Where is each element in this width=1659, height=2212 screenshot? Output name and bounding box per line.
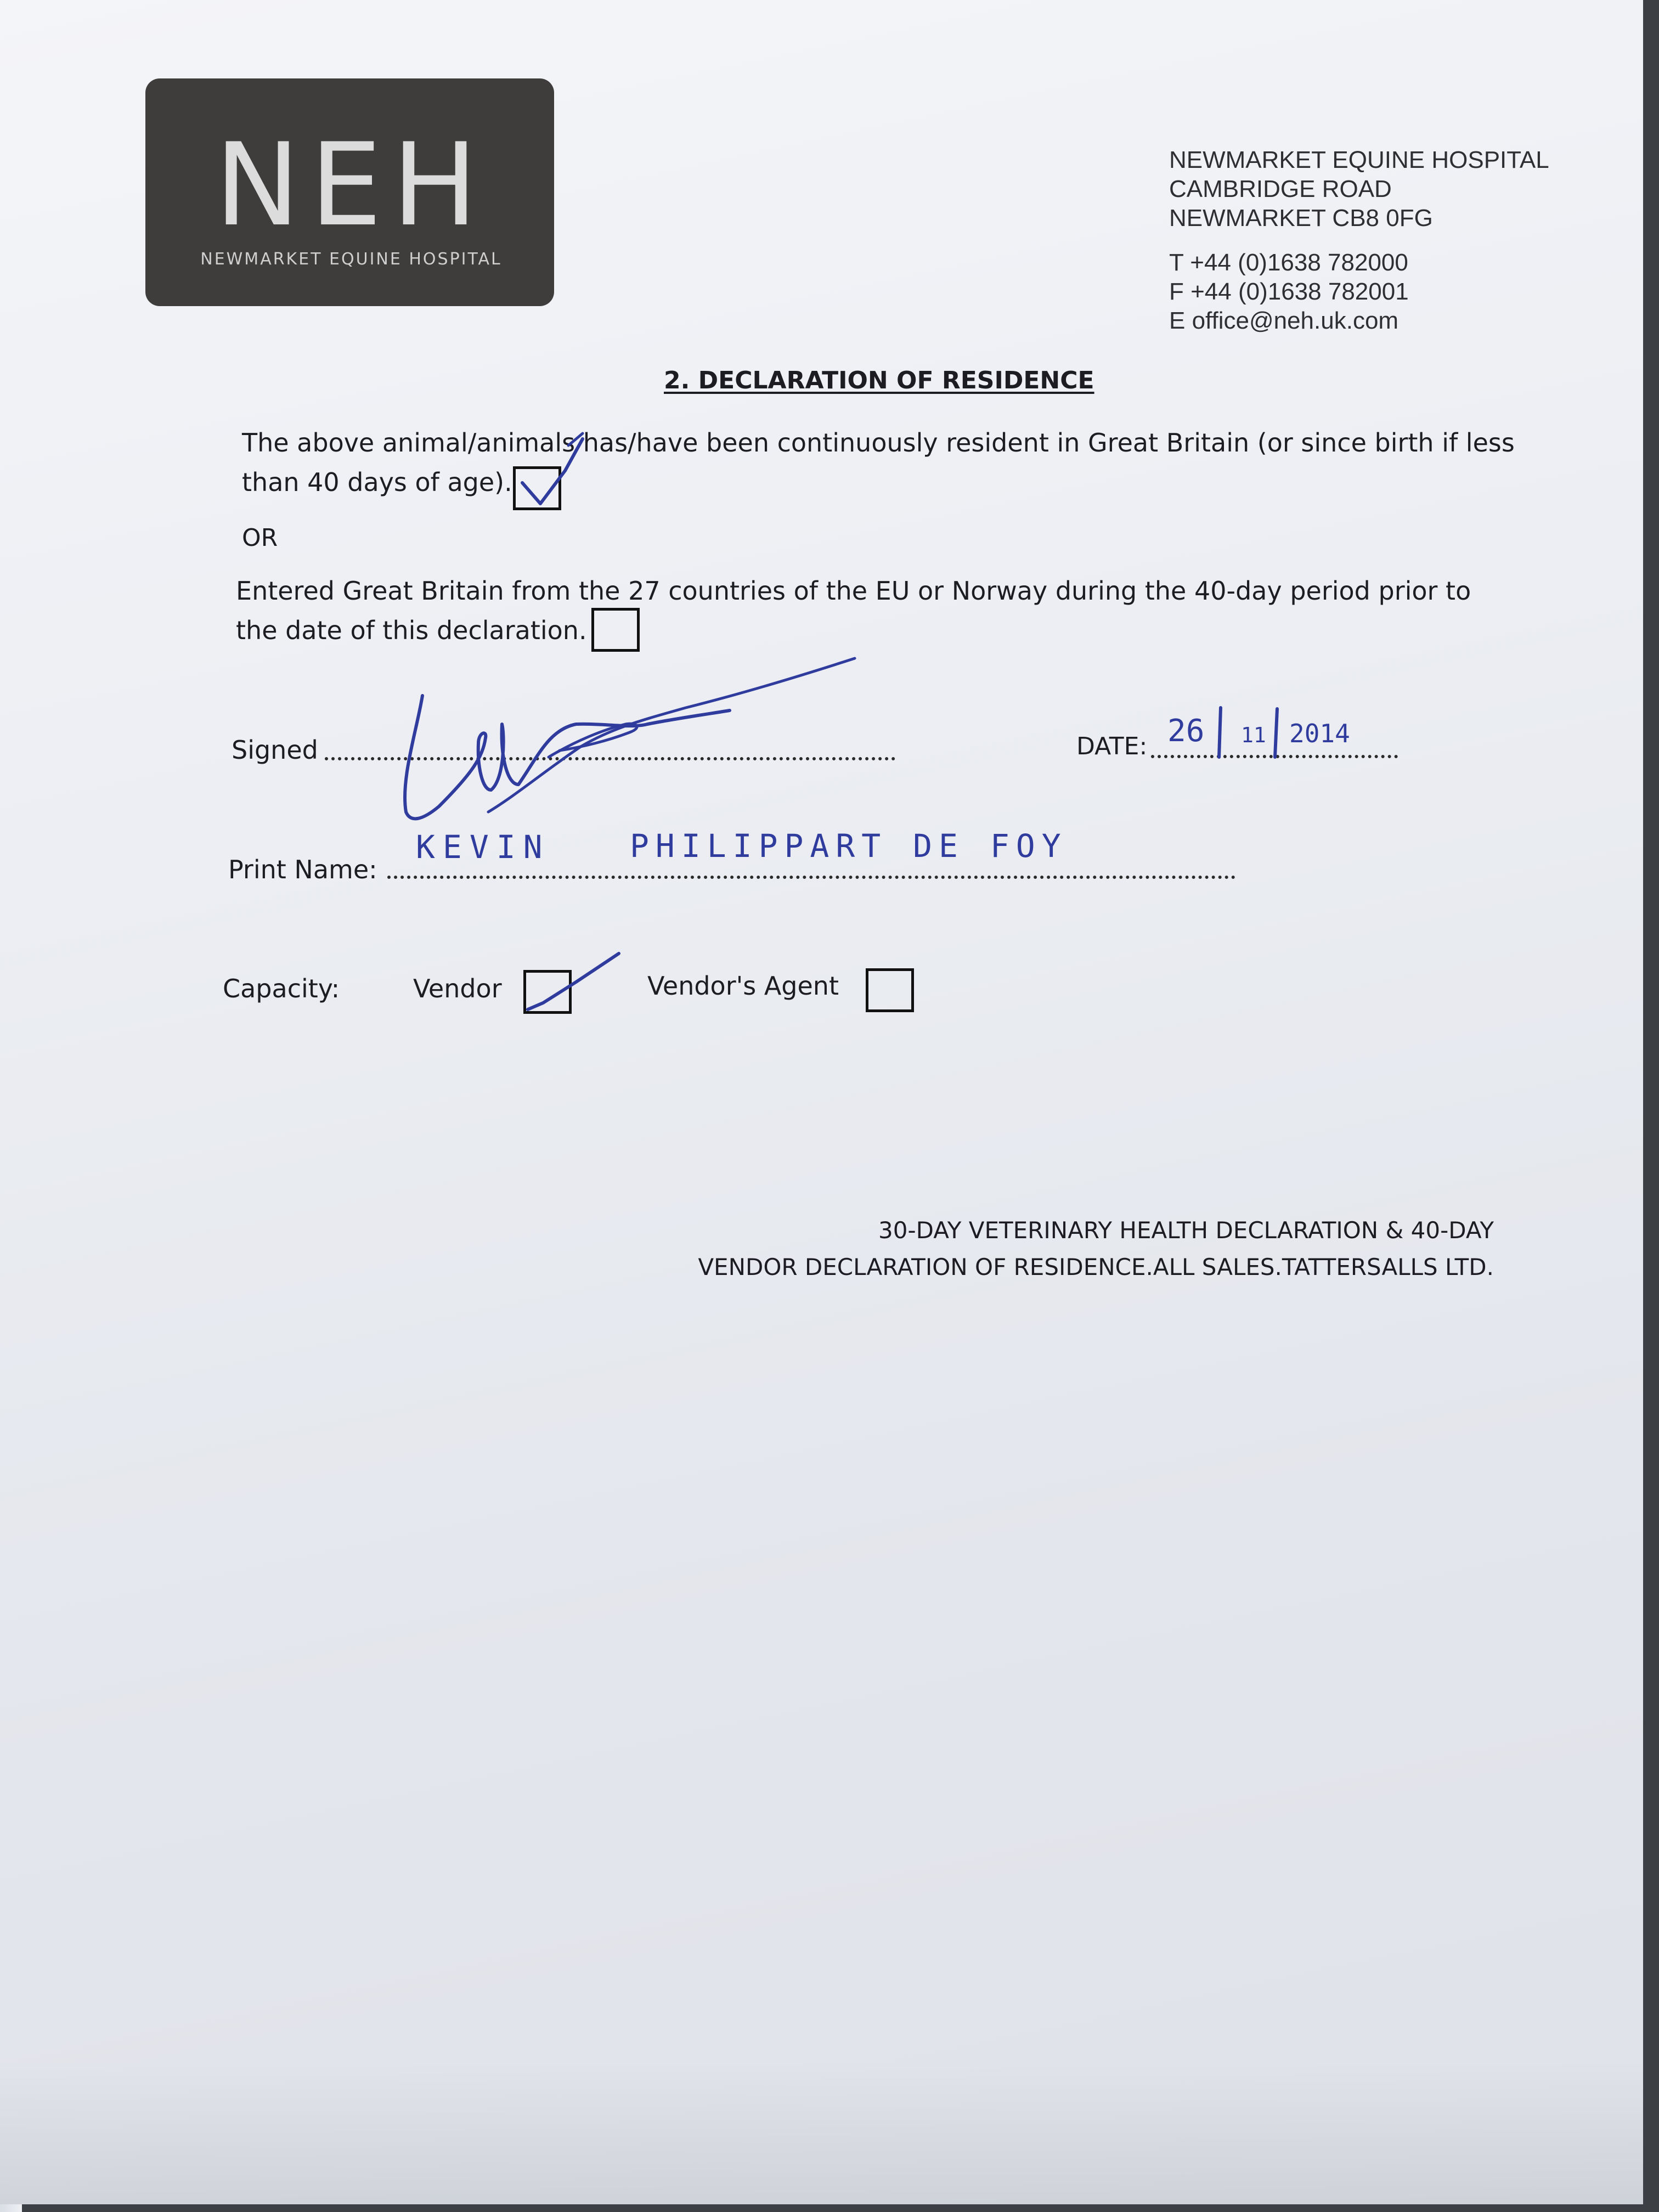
print-name-line[interactable]: [387, 876, 1235, 879]
logo-wordmark: NEH: [215, 119, 488, 252]
print-name-first: KEVIN: [416, 828, 550, 866]
entered-statement-line-2: the date of this declaration.: [236, 616, 587, 645]
capacity-label: Capacity:: [223, 974, 340, 1003]
neh-logo: [145, 78, 554, 306]
page-shadow: [0, 2062, 1643, 2204]
section-title: 2. DECLARATION OF RESIDENCE: [664, 366, 1094, 394]
resident-statement-line-2: than 40 days of age).: [242, 467, 512, 497]
vendors-agent-checkbox[interactable]: [866, 968, 914, 1012]
address-line-2: CAMBRIDGE ROAD: [1169, 176, 1392, 202]
date-year: 2014: [1289, 719, 1350, 748]
signed-label: Signed: [232, 735, 318, 765]
signature-line[interactable]: [325, 757, 895, 760]
date-line[interactable]: [1151, 755, 1398, 758]
vendors-agent-label: Vendor's Agent: [647, 971, 839, 1001]
entered-checkbox[interactable]: [591, 608, 640, 652]
entered-statement-line-1: Entered Great Britain from the 27 countries of the EU or Norway during the 40-day period prior to: [236, 576, 1471, 606]
vendor-label: Vendor: [413, 974, 502, 1003]
fax: F +44 (0)1638 782001: [1169, 278, 1409, 305]
footer-line-1: 30-DAY VETERINARY HEALTH DECLARATION & 40-DAY: [878, 1217, 1494, 1244]
or-label: OR: [242, 524, 278, 552]
signature-flourish: [488, 658, 855, 812]
email: E office@neh.uk.com: [1169, 307, 1399, 334]
print-name-last: PHILIPPART DE FOY: [630, 827, 1068, 865]
hospital-address: [1169, 145, 1549, 335]
signature-loop: [549, 724, 637, 757]
print-name-label: Print Name:: [228, 855, 377, 884]
date-slash-2: [1275, 709, 1277, 757]
address-line-3: NEWMARKET CB8 0FG: [1169, 205, 1433, 232]
logo-subtitle: NEWMARKET EQUINE HOSPITAL: [200, 250, 502, 269]
footer-line-2: VENDOR DECLARATION OF RESIDENCE.ALL SALES.TATTERSALLS LTD.: [698, 1254, 1494, 1280]
date-day: 26: [1167, 713, 1205, 749]
date-month: 11: [1241, 723, 1266, 747]
date-slash-1: [1219, 708, 1221, 757]
date-label: DATE:: [1076, 732, 1148, 760]
vendor-checkbox[interactable]: [523, 970, 572, 1014]
telephone: T +44 (0)1638 782000: [1169, 249, 1408, 276]
address-line-1: NEWMARKET EQUINE HOSPITAL: [1169, 146, 1549, 173]
resident-statement-line-1: The above animal/animals has/have been continuously resident in Great Britain (or since birth if less: [242, 428, 1515, 458]
resident-checkbox[interactable]: [513, 466, 561, 510]
